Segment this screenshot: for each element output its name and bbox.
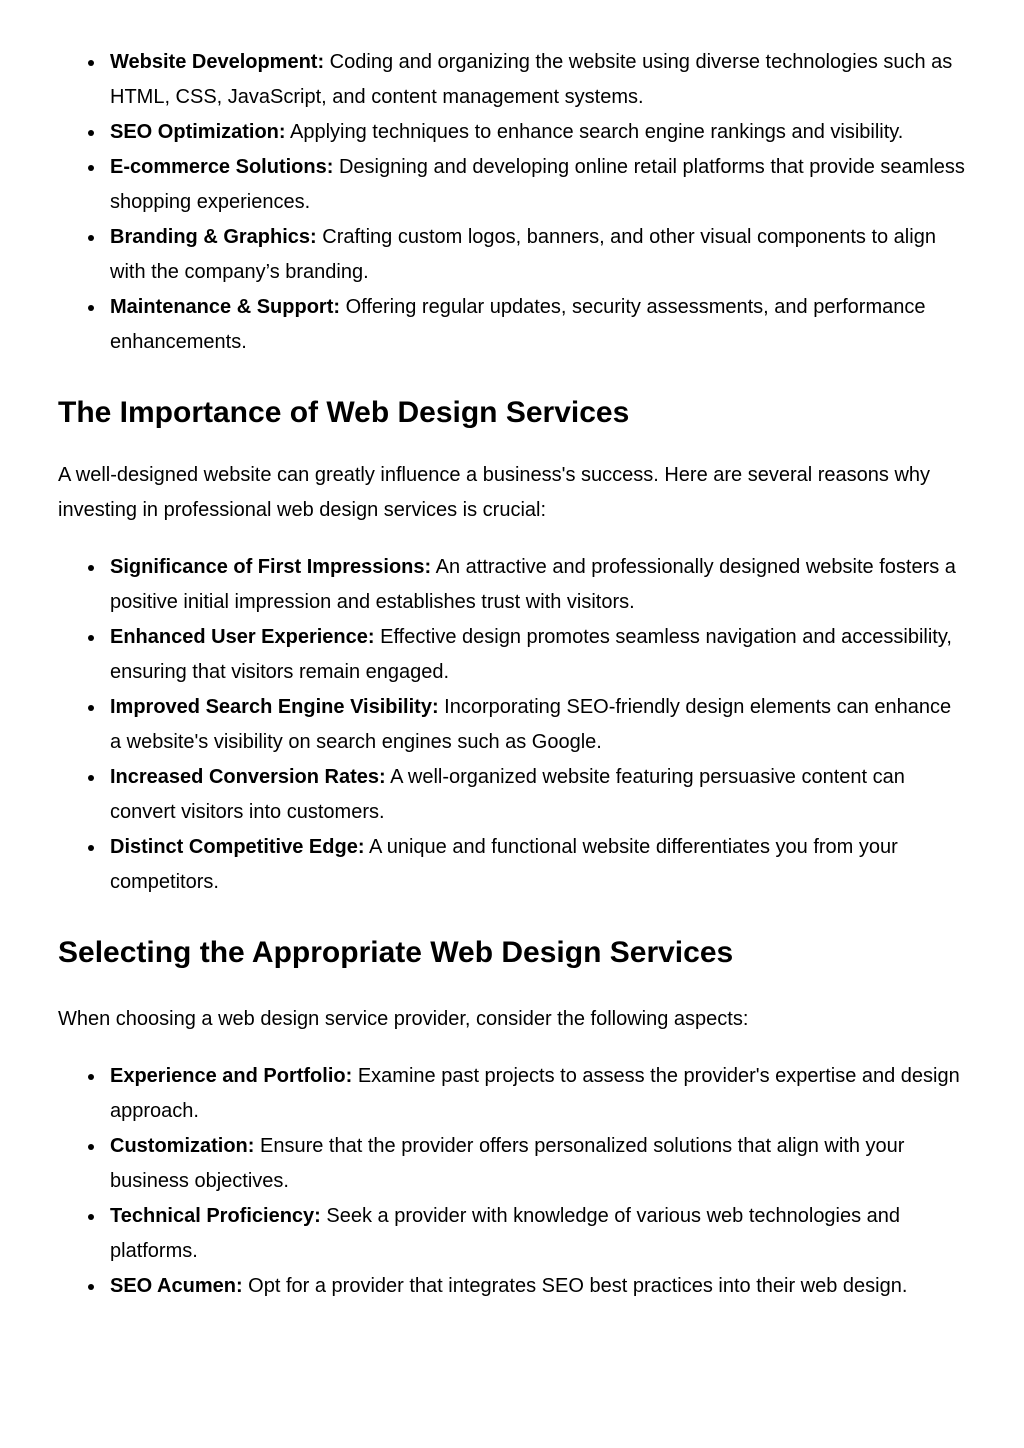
item-title: Technical Proficiency: — [110, 1205, 321, 1227]
item-text: An attractive and professionally designed website fosters a positive initial impression and establishes trust with visitors. — [110, 556, 956, 613]
item-text: Crafting custom logos, banners, and other visual components to align with the company’s branding. — [110, 226, 936, 283]
item-title: Improved Search Engine Visibility: — [110, 696, 439, 718]
section-intro-importance: A well-designed website can greatly influence a business's success. Here are several reasons why investing in professional web design services is crucial: — [58, 464, 931, 521]
item-title: SEO Optimization: — [110, 121, 286, 143]
item-text: Applying techniques to enhance search engine rankings and visibility. — [285, 121, 904, 143]
list-item — [110, 1059, 966, 1129]
list-item — [110, 290, 966, 360]
list-item — [110, 1129, 966, 1199]
item-text: Seek a provider with knowledge of various web technologies and platforms. — [110, 1205, 901, 1262]
item-text: Opt for a provider that integrates SEO best practices into their web design. — [242, 1275, 908, 1297]
list-item — [110, 1269, 966, 1304]
item-text: A well-organized website featuring persuasive content can convert visitors into customers. — [110, 766, 905, 823]
item-title: E-commerce Solutions: — [110, 156, 334, 178]
item-title: Maintenance & Support: — [110, 296, 341, 318]
list-item — [110, 550, 966, 620]
list-item — [110, 115, 966, 150]
item-text: A unique and functional website differentiates you from your competitors. — [110, 836, 898, 893]
list-item — [110, 1199, 966, 1269]
item-text: Offering regular updates, security assessments, and performance enhancements. — [110, 296, 926, 353]
item-text: Coding and organizing the website using diverse technologies such as HTML, CSS, JavaScript, and content management systems. — [110, 51, 953, 108]
item-text: Effective design promotes seamless navigation and accessibility, ensuring that visitors remain engaged. — [110, 626, 952, 683]
item-title: Website Development: — [110, 51, 325, 73]
section-heading-importance: The Importance of Web Design Services — [58, 396, 630, 429]
item-title: SEO Acumen: — [110, 1275, 243, 1297]
list-item — [110, 760, 966, 830]
list-item — [110, 220, 966, 290]
section-heading-selecting: Selecting the Appropriate Web Design Services — [58, 936, 734, 969]
item-text: Designing and developing online retail platforms that provide seamless shopping experiences. — [110, 156, 965, 213]
item-text: Incorporating SEO-friendly design elements can enhance a website's visibility on search engines such as Google. — [110, 696, 952, 753]
item-title: Distinct Competitive Edge: — [110, 836, 365, 858]
item-title: Experience and Portfolio: — [110, 1065, 353, 1087]
item-title: Customization: — [110, 1135, 255, 1157]
list-item — [110, 690, 966, 760]
item-title: Enhanced User Experience: — [110, 626, 375, 648]
section-intro-selecting: When choosing a web design service provider, consider the following aspects: — [58, 1008, 749, 1030]
list-item — [110, 150, 966, 220]
list-item — [110, 620, 966, 690]
services-list — [58, 45, 966, 360]
list-item — [110, 830, 966, 900]
item-title: Significance of First Impressions: — [110, 556, 432, 578]
item-title: Branding & Graphics: — [110, 226, 317, 248]
list-item — [110, 45, 966, 115]
item-title: Increased Conversion Rates: — [110, 766, 386, 788]
selecting-list — [58, 1059, 966, 1304]
item-text: Ensure that the provider offers personalized solutions that align with your business objectives. — [110, 1135, 905, 1192]
item-text: Examine past projects to assess the provider's expertise and design approach. — [110, 1065, 960, 1122]
importance-list — [58, 550, 966, 900]
